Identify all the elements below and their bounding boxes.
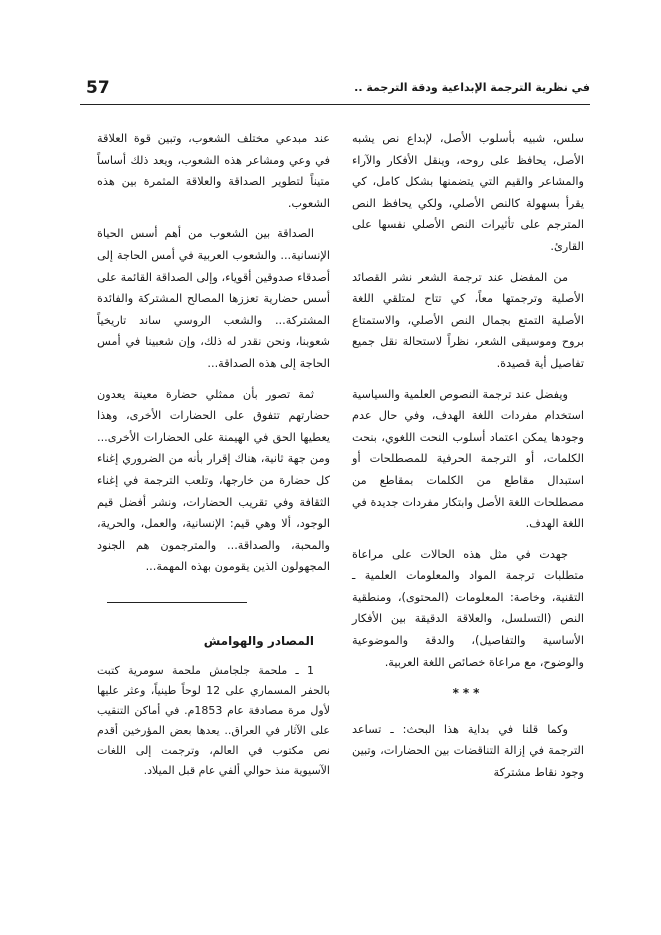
left-column [97,128,330,790]
section-separator-stars: *** [452,686,484,701]
paragraph: من المفضل عند ترجمة الشعر نشر القصائد الأصلية وترجمتها معاً، كي تتاح لمتلقي اللغة الأصلية التمتع بجمال النص الأصلي، والاستمتاع بروح وموسيقى الشعر، نظراً لاستحالة نقل جميع تفاصيل أية قصيدة. [352,270,584,370]
paragraph: جهدت في مثل هذه الحالات على مراعاة متطلبات ترجمة المواد والمعلومات العلمية ـ التقنية، وخاصة: المعلومات (المحتوى)، ومنطقية النص (التسلسل، والعلاقة الدقيقة بين الأفكار الأساسية والتفاصيل)، والدقة والموضوعية والوضوح، مع مراعاة خصائص اللغة العربية. [352,547,584,669]
paragraph: ويفضل عند ترجمة النصوص العلمية والسياسية استخدام مفردات اللغة الهدف، وفي حال عدم وجودها يمكن اعتماد أسلوب النحت اللغوي، بنحت الكلمات، أو الترجمة الحرفية للمصطلحات أو استبدال مقاطع من الكلمات بمقاطع من مصطلحات اللغة الأصل وابتكار مفردات جديدة في اللغة الهدف. [352,387,584,531]
paragraph: وكما قلنا في بداية هذا البحث: ـ تساعد الترجمة في إزالة التناقضات بين الحضارات، وتبين وجود نقاط مشتركة [352,722,584,780]
notes-separator-rule [107,602,247,603]
page-number: 57 [86,78,110,98]
header-rule [80,104,590,105]
right-column [352,128,584,793]
paragraph: ثمة تصور بأن ممثلي حضارة معينة يعدون حضارتهم تتفوق على الحضارات الأخرى، وهذا يعطيها الحق في الهيمنة على الحضارات الأخرى... ومن جهة ثانية، هناك إقرار بأنه من الضروري إغناء كل حضارة من خارجها، وتلعب الترجمة في إغناء الثقافة وفي تقريب الحضارات، ونشر أفضل قيم الوجود، ألا وهي قيم: الإنسانية، والعمل، والحرية، والمحبة، والصداقة... والمترجمون هم الجنود المجهولون الذين يقومون بهذه المهمة... [97,387,330,574]
notes-title: المصادر والهوامش [203,633,314,648]
paragraph: عند مبدعي مختلف الشعوب، وتبين قوة العلاقة في وعي ومشاعر هذه الشعوب، ويعد ذلك أساساً متيناً لتطوير الصداقة والعلاقة المثمرة بين هذه الشعوب. [97,132,330,210]
paragraph: سلس، شبيه بأسلوب الأصل، لإبداع نص يشبه الأصل، يحافظ على روحه، وينقل الأفكار والآراء والمشاعر والقيم التي يتضمنها بشكل كامل، كي يقرأ بسهولة كالنص الأصلي، ولكي يحافظ النص المترجم على تأثيرات النص الأصلي نفسها على القارئ. [352,132,584,253]
footnote: 1 ـ ملحمة جلجامش ملحمة سومرية كتبت بالحفر المسماري على 12 لوحاً طينياً، وعثر عليها لأول مرة مصادفة عام 1853م. في أماكن التنقيب على الآثار في العراق.. يعدها بعض المؤرخين أقدم نص مكتوب في العالم، وترجمت إلى اللغات الآسيوية منذ حوالي ألفي عام قبل الميلاد. [97,664,331,778]
page-header [80,78,590,100]
running-title: في نظرية الترجمة الإبداعية ودقة الترجمة .. [354,81,590,94]
paragraph: الصداقة بين الشعوب من أهم أسس الحياة الإنسانية... والشعوب العربية في أمس الحاجة إلى أصدقاء صدوقين أقوياء، وإلى الصداقة القائمة على أسس حضارية تعززها المصالح المشتركة والفائدة المشتركة... والشعب الروسي ساند تاريخياً شعوبنا، ونحن نقدر له ذلك، وإن شعبينا في أمس الحاجة إلى هذه الصداقة... [97,227,330,370]
